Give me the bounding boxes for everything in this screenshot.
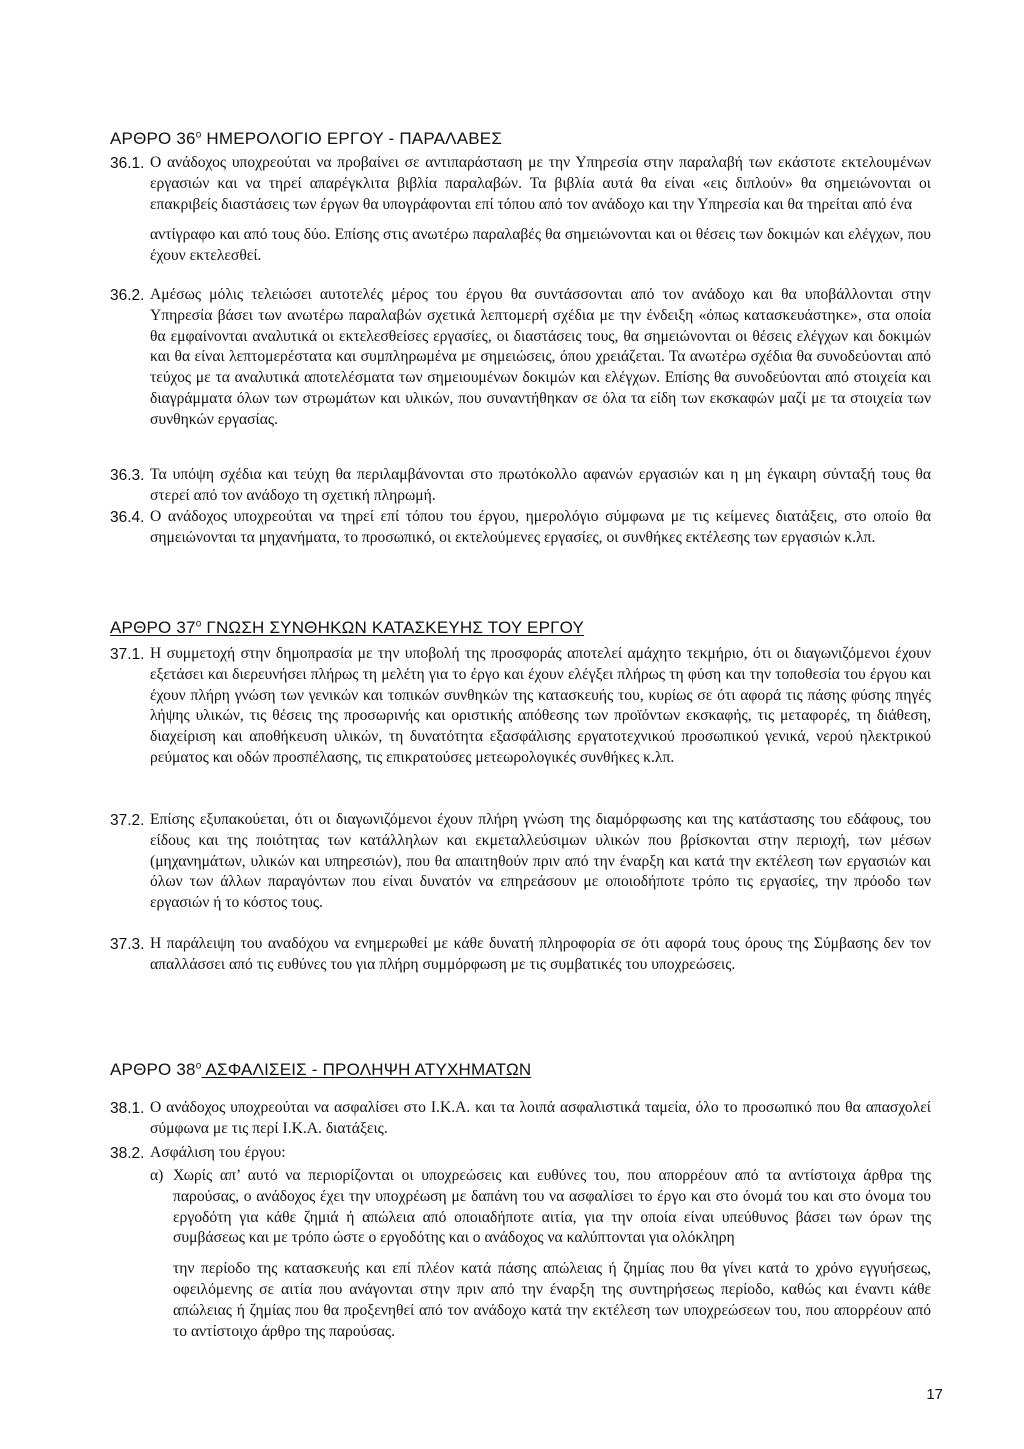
- section-36-1-text: Ο ανάδοχος υποχρεούται να προβαίνει σε αντιπαράσταση με την Υπηρεσία στην παραλαβή των εκάστοτε εκτελουμένων εργασιών και να τηρεί απαρέγκλιτα βιβλία παραλαβών. Τα βιβλία αυτά θα είναι «εις διπλούν» θα σημειώνονται οι επακριβείς διαστάσεις των έργων θα υπογράφονται επί τόπου από τον ανάδοχο και την Υπηρεσία και θα τηρείται από ένα αντίγραφο και από τους δύο. Επίσης στις ανωτέρω παραλαβές θα σημειώνονται και οι θέσεις των δοκιμών και ελέγχων, που έχουν εκτελεσθεί.: [150, 154, 931, 265]
- section-number: 37.3.: [110, 936, 145, 953]
- article-38-heading: ΑΡΘΡΟ $38^o$ ΑΣΦΑΛΙΣΕΙΣ - ΠΡΟΛΗΨΗ ΑΤΥΧΗΜΑΤΩΝ: [110, 1060, 532, 1079]
- section-38-2-a-text: Χωρίς απ’ αυτό να περιορίζονται οι υποχρεώσεις και ευθύνες του, που απορρέουν από τα αντίστοιχα άρθρα της παρούσας, ο ανάδοχος έχει την υποχρέωση με δαπάνη του να ασφαλίσει το έργο και στο όνομά του και στο όνομα του εργοδότη για κάθε ζημιά ή απώλεια από οποιαδήποτε αιτία, για την οποία είναι υπεύθυνος βάσει των όρων της συμβάσεως και με τρόπο ώστε ο εργοδότης και ο ανάδοχος να καλύπτονται για ολόκληρη την περίοδο της κατασκευής και επί πλέον κατά πάσης απώλειας ή ζημίας που θα γίνει κατά το χρόνο εγγυήσεως, οφειλόμενης σε αιτία που ανάγονται στην πριν από την έναρξη της συντηρήσεως περίοδο, καθώς και έναντι κάθε απώλειας ή ζημίας που θα προξενηθεί από τον ανάδοχο κατά την εκτέλεση των υποχρεώσεων του, που απορρέουν από το αντίστοιχο άρθρο της παρούσας.: [173, 1167, 931, 1340]
- section-number: 37.2.: [110, 812, 145, 829]
- article-36-heading: ΑΡΘΡΟ $36^o$ ΗΜΕΡΟΛΟΓΙΟ ΕΡΓΟΥ - ΠΑΡΑΛΑΒΕΣ: [110, 129, 503, 148]
- section-37-2-text: Επίσης εξυπακούεται, ότι οι διαγωνιζόμενοι έχουν πλήρη γνώση της διαμόρφωσης και της κατάστασης του εδάφους, του είδους και της ποιότητας των κατάλληλων και εκμεταλλεύσιμων υλικών που βρίσκονται στην περιοχή, των μέσων (μηχανημάτων, υλικών και υπηρεσιών), που θα απαιτηθούν πριν από την έναρξη και κατά την εκτέλεση των εργασιών και όλων των άλλων παραγόντων που είναι δυνατόν να επηρεάσουν με οποιοδήποτε τρόπο τις εργασίες, την πρόοδο των εργασιών ή το κόστος τους.: [150, 811, 931, 912]
- section-number: 36.4.: [110, 509, 145, 526]
- section-36-4-text: Ο ανάδοχος υποχρεούται να τηρεί επί τόπου του έργου, ημερολόγιο σύμφωνα με τις κείμενες διατάξεις, στο οποίο θα σημειώνονται τα μηχανήματα, το προσωπικό, οι εκτελούμενες εργασίες, οι συνθήκες εκτέλεσης των εργασιών κ.λπ.: [150, 508, 931, 546]
- section-38-2-text: Ασφάλιση του έργου:: [150, 1144, 286, 1161]
- section-number: 37.1.: [110, 646, 145, 663]
- page-number: 17: [926, 1386, 943, 1403]
- article-37-heading: ΑΡΘΡΟ $37^o$ ΓΝΩΣΗ ΣΥΝΘΗΚΩΝ ΚΑΤΑΣΚΕΥΗΣ ΤΟΥ ΕΡΓΟΥ: [110, 618, 585, 637]
- section-number: 38.2.: [110, 1145, 145, 1162]
- list-label: α): [150, 1167, 164, 1184]
- section-number: 38.1.: [110, 1100, 145, 1117]
- section-37-1-text: Η συμμετοχή στην δημοπρασία με την υποβολή της προσφοράς αποτελεί αμάχητο τεκμήριο, ότι οι διαγωνιζόμενοι έχουν εξετάσει και διερευνήσει πλήρως τη μελέτη για το έργο και έχουν ελέγξει πλήρως τη φύση και την τοποθεσία του έργου και έχουν πλήρη γνώση των γενικών και τοπικών συνθηκών της κατασκευής του, κυρίως σε ότι αφορά τις πάσης φύσης πηγές λήψης υλικών, τις θέσεις της προσωρινής και οριστικής απόθεσης των προϊόντων εκσκαφής, τις μεταφορές, τη διάθεση, διαχείριση και αποθήκευση υλικών, τη δυνατότητα εξασφάλισης εργατοτεχνικού προσωπικού γενικά, νερού ηλεκτρικού ρεύματος και οδών προσπέλασης, τις επικρατούσες μετεωρολογικές συνθήκες κ.λπ.: [150, 645, 931, 766]
- section-number: 36.2.: [110, 287, 145, 304]
- section-number: 36.3.: [110, 467, 145, 484]
- section-38-1-text: Ο ανάδοχος υποχρεούται να ασφαλίσει στο Ι.Κ.Α. και τα λοιπά ασφαλιστικά ταμεία, όλο το προσωπικό που θα απασχολεί σύμφωνα με τις περί Ι.Κ.Α. διατάξεις.: [150, 1099, 931, 1137]
- section-36-3-text: Τα υπόψη σχέδια και τεύχη θα περιλαμβάνονται στο πρωτόκολλο αφανών εργασιών και η μη έγκαιρη σύνταξή τους θα στερεί από τον ανάδοχο τη σχετική πληρωμή.: [150, 466, 931, 504]
- section-37-3-text: Η παράλειψη του αναδόχου να ενημερωθεί με κάθε δυνατή πληροφορία σε ότι αφορά τους όρους της Σύμβασης δεν τον απαλλάσσει από τις ευθύνες του για πλήρη συμμόρφωση με τις συμβατικές του υποχρεώσεις.: [150, 935, 931, 973]
- section-36-2-text: Αμέσως μόλις τελειώσει αυτοτελές μέρος του έργου θα συντάσσονται από τον ανάδοχο και θα υποβάλλονται στην Υπηρεσία βάσει των ανωτέρω παραλαβών σχετικά λεπτομερή σχέδια με την ένδειξη «όπως κατασκευάστηκε», στα οποία θα εμφαίνονται αναλυτικά οι εκτελεσθείσες εργασίες, οι διαστάσεις τους, θα σημειώνονται οι θέσεις ελέγχων και δοκιμών και θα είναι λεπτομερέστατα και συμπληρωμένα με σημειώσεις, όπου χρειάζεται. Τα ανωτέρω σχέδια θα συνοδεύονται από τεύχος με τα αναλυτικά αποτελέσματα των σημειουμένων δοκιμών και ελέγχων. Επίσης θα συνοδεύονται από στοιχεία και διαγράμματα όλων των στρωμάτων και υλικών, που συναντήθηκαν σε όλα τα είδη των εκσκαφών μαζί με τα στοιχεία των συνθηκών εργασίας.: [150, 286, 931, 428]
- section-number: 36.1.: [110, 155, 145, 172]
